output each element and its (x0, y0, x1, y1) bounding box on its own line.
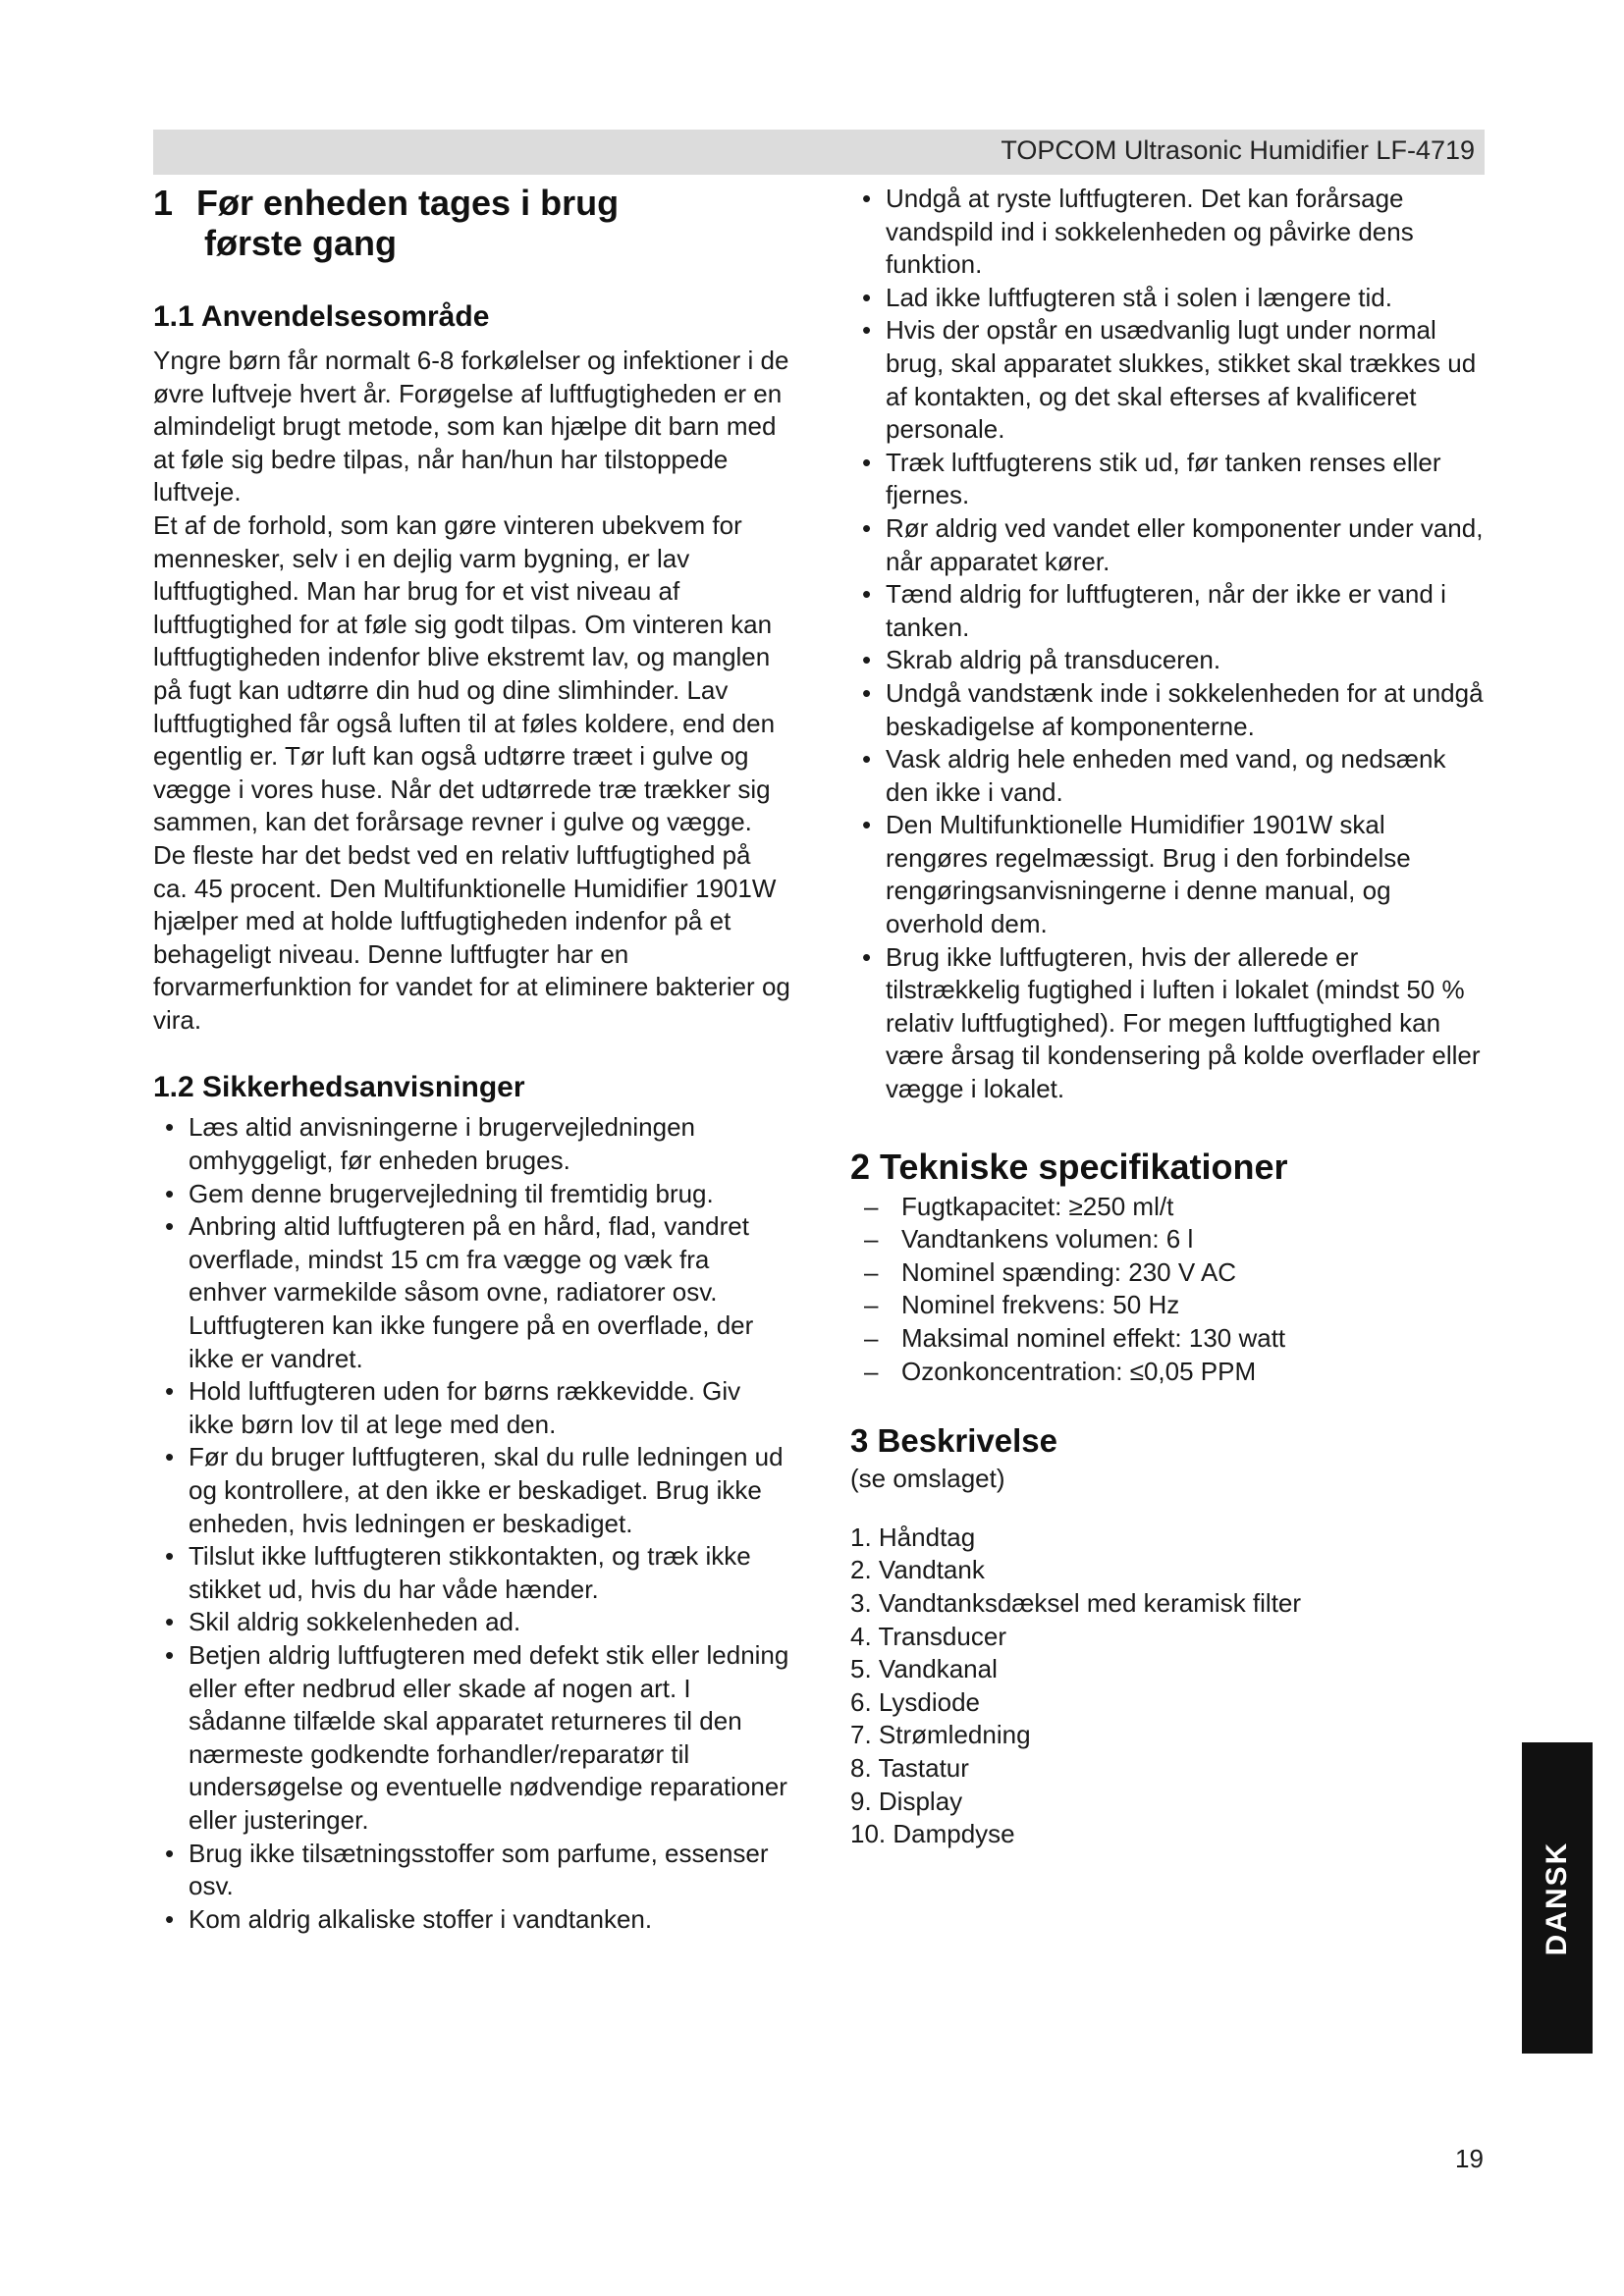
language-tab-label: DANSK (1541, 1841, 1573, 1955)
safety-list-right (850, 183, 1489, 1106)
list-item: • Tilslut ikke luftfugteren stikkontakten, og træk ikke stikket ud, hvis du har våde hænder. (153, 1540, 791, 1606)
description-item: 2. Vandtank (850, 1555, 985, 1585)
section-1-1-heading: 1.1 Anvendelsesområde (153, 300, 490, 333)
description-item: 9. Display (850, 1786, 963, 1816)
spec-list (850, 1191, 1489, 1389)
list-item: • Lad ikke luftfugteren stå i solen i længere tid. (850, 282, 1489, 315)
spec-item: – Nominel spænding: 230 V AC (850, 1256, 1489, 1290)
list-item: • Brug ikke luftfugteren, hvis der allerede er tilstrækkelig fugtighed i luften i lokalet (mindst 50 % relativ luftfugtighed). For megen luftfugtighed kan være årsag til kondensering på kolde overflader eller vægge i lokalet. (850, 941, 1489, 1106)
spec-item: – Nominel frekvens: 50 Hz (850, 1289, 1489, 1322)
spec-item: – Maksimal nominel effekt: 130 watt (850, 1322, 1489, 1356)
page-number: 19 (1455, 2144, 1484, 2173)
section-1-title-line2: første gang (204, 223, 398, 263)
description-item: 10. Dampdyse (850, 1819, 1015, 1849)
spec-item: – Vandtankens volumen: 6 l (850, 1223, 1489, 1256)
section-2-heading: 2 Tekniske specifikationer (850, 1146, 1288, 1187)
header-bar (153, 130, 1485, 175)
paragraph: Yngre børn får normalt 6-8 forkølelser og infektioner i de øvre luftveje hvert år. Forøgelse af luftfugtigheden er en almindeligt brugt metode, som kan hjælpe dit barn med at føle sig bedre tilpas, når han/hun har tilstoppede luftveje. (153, 346, 789, 507)
list-item: • Skil aldrig sokkelenheden ad. (153, 1606, 791, 1639)
list-item: • Vask aldrig hele enheden med vand, og nedsænk den ikke i vand. (850, 743, 1489, 809)
list-item: • Læs altid anvisningerne i brugervejledningen omhyggeligt, før enheden bruges. (153, 1111, 791, 1177)
right-column (850, 183, 1489, 1851)
description-item: 7. Strømledning (850, 1720, 1031, 1750)
description-list (850, 1522, 1489, 1851)
spec-item: – Fugtkapacitet: ≥250 ml/t (850, 1191, 1489, 1224)
list-item: • Hold luftfugteren uden for børns rækkevidde. Giv ikke børn lov til at lege med den. (153, 1375, 791, 1441)
list-item: • Anbring altid luftfugteren på en hård, flad, vandret overflade, mindst 15 cm fra vægge og væk fra enhver varmekilde såsom ovne, radiatorer osv. Luftfugteren kan ikke fungere på en overflade, der ikke er vandret. (153, 1210, 791, 1375)
left-column (153, 183, 791, 1936)
paragraph: Et af de forhold, som kan gøre vinteren ubekvem for mennesker, selv i en dejlig varm bygning, er lav luftfugtighed. Man har brug for et vist niveau af luftfugtighed for at føle sig godt tilpas. Om vinteren kan luftfugtigheden indenfor blive ekstremt lav, og manglen på fugt kan udtørre din hud og dine slimhinder. Lav luftfugtighed får også luften til at føles koldere, end den egentlig er. Tør luft kan også udtørre træet i gulve og vægge i vores huse. Når det udtørrede træ trækker sig sammen, kan det forårsage revner i gulve og vægge. (153, 509, 776, 837)
list-item: • Gem denne brugervejledning til fremtidig brug. (153, 1178, 791, 1211)
list-item: • Den Multifunktionelle Humidifier 1901W skal rengøres regelmæssigt. Brug i den forbindelse rengøringsanvisningerne i denne manual, og overhold dem. (850, 809, 1489, 940)
description-item: 6. Lysdiode (850, 1686, 981, 1717)
spec-item: – Ozonkoncentration: ≤0,05 PPM (850, 1356, 1489, 1389)
section-3-heading: 3 Beskrivelse (850, 1422, 1058, 1460)
description-item: 8. Tastatur (850, 1752, 969, 1783)
list-item: • Kom aldrig alkaliske stoffer i vandtanken. (153, 1903, 791, 1937)
list-item: • Træk luftfugterens stik ud, før tanken renses eller fjernes. (850, 447, 1489, 512)
description-item: 5. Vandkanal (850, 1654, 998, 1684)
list-item: • Skrab aldrig på transduceren. (850, 644, 1489, 677)
description-item: 1. Håndtag (850, 1522, 976, 1552)
list-item: • Betjen aldrig luftfugteren med defekt stik eller ledning eller efter nedbrud eller skade af nogen art. I sådanne tilfælde skal apparatet returneres til den nærmeste godkendte forhandler/reparatør til undersøgelse og eventuelle nødvendige reparationer eller justeringer. (153, 1639, 791, 1838)
description-item: 4. Transducer (850, 1621, 1006, 1651)
list-item: • Tænd aldrig for luftfugteren, når der ikke er vand i tanken. (850, 578, 1489, 644)
section-1-title-line1: Før enheden tages i brug (196, 183, 620, 223)
list-item: • Rør aldrig ved vandet eller komponenter under vand, når apparatet kører. (850, 512, 1489, 578)
list-item: • Undgå vandstænk inde i sokkelenheden for at undgå beskadigelse af komponenterne. (850, 677, 1489, 743)
section-1-number: 1 (153, 183, 174, 223)
paragraph: De fleste har det bedst ved en relativ luftfugtighed på ca. 45 procent. Den Multifunktionelle Humidifier 1901W hjælper med at holde luftfugtigheden indenfor på et behageligt niveau. Denne luftfugter har en forvarmerfunktion for vandet for at eliminere bakterier og vira. (153, 839, 790, 1035)
document-header-title: TOPCOM Ultrasonic Humidifier LF-4719 (1001, 135, 1475, 165)
section-1-heading (153, 183, 791, 263)
list-item: • Undgå at ryste luftfugteren. Det kan forårsage vandspild ind i sokkelenheden og påvirke dens funktion. (850, 183, 1489, 282)
section-1-2-heading: 1.2 Sikkerhedsanvisninger (153, 1071, 525, 1104)
section-1-1-body (153, 345, 791, 1037)
list-item: • Før du bruger luftfugteren, skal du rulle ledningen ud og kontrollere, at den ikke er beskadiget. Brug ikke enheden, hvis ledningen er beskadiget. (153, 1441, 791, 1540)
list-item: • Brug ikke tilsætningsstoffer som parfume, essenser osv. (153, 1838, 791, 1903)
language-side-tab (1522, 1742, 1593, 2054)
safety-list-left (153, 1111, 791, 1936)
section-3-subtitle: (se omslaget) (850, 1464, 1005, 1494)
list-item: • Hvis der opstår en usædvanlig lugt under normal brug, skal apparatet slukkes, stikket skal trækkes ud af kontakten, og det skal efterses af kvalificeret personale. (850, 314, 1489, 446)
description-item: 3. Vandtanksdæksel med keramisk filter (850, 1587, 1302, 1618)
